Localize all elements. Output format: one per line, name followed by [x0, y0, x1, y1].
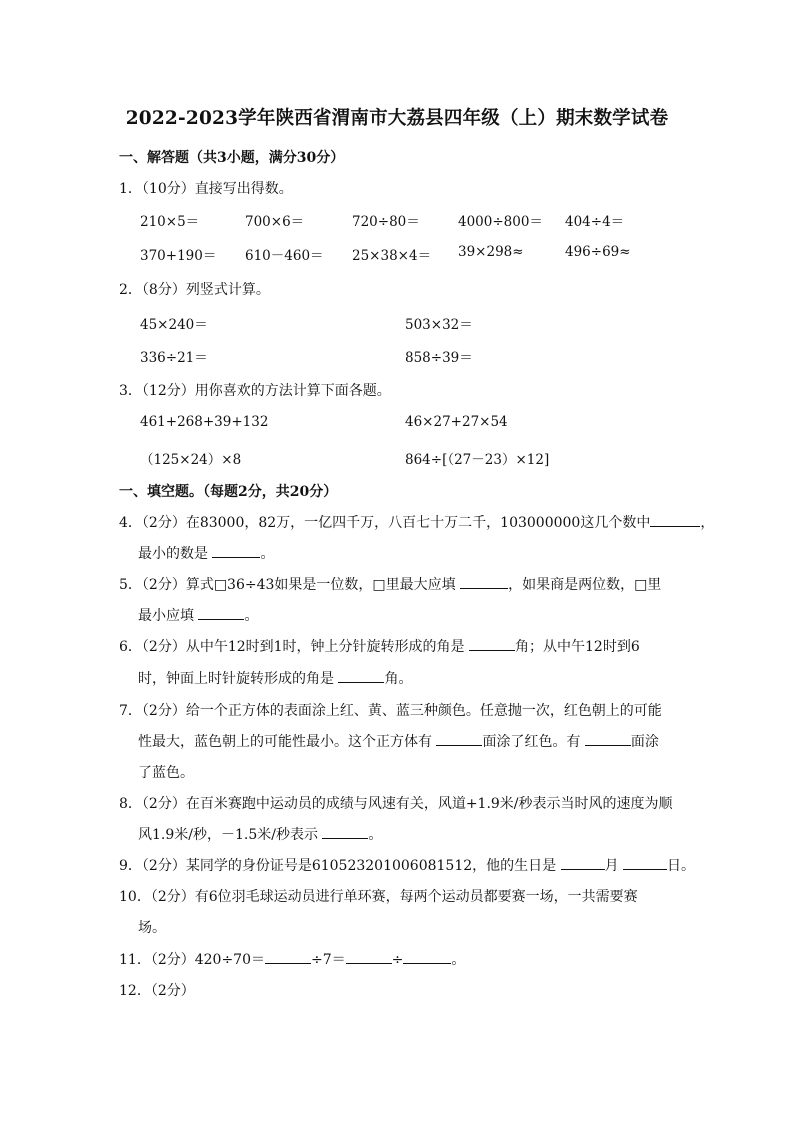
answer-blank[interactable] — [469, 636, 515, 651]
q7-text: 面涂了红色。有 — [482, 734, 585, 750]
answer-blank[interactable] — [265, 949, 311, 964]
q1-item: 370+190＝ — [140, 248, 217, 264]
section-1-title: 一、解答题（共3小题，满分30分） — [119, 150, 345, 166]
q3-item: 46×27+27×54 — [405, 414, 508, 430]
q1-item: 496÷69≈ — [565, 244, 631, 260]
q1-item: 39×298≈ — [458, 244, 524, 260]
question-2-row-1 — [0, 313, 794, 333]
question-7-line-1: 7．（2分）给一个正方体的表面涂上红、黄、蓝三种颜色。任意抛一次，红色朝上的可能 — [119, 703, 662, 719]
question-3-row-2 — [0, 448, 794, 468]
q5-text: 。 — [244, 608, 259, 624]
answer-blank[interactable] — [338, 668, 384, 683]
answer-blank[interactable] — [403, 949, 451, 964]
q11-text: 。 — [451, 952, 466, 968]
q2-item: 503×32＝ — [405, 317, 473, 333]
answer-blank[interactable] — [322, 824, 368, 839]
question-4-line-1 — [119, 512, 714, 532]
q6-text: 时，钟面上时针旋转形成的角是 — [138, 671, 339, 687]
question-1-row-1 — [0, 210, 794, 230]
q3-item: 461+268+39+132 — [140, 414, 269, 430]
q4-text: 最小的数是 — [138, 546, 213, 562]
question-10-line-2: 场。 — [138, 920, 166, 936]
q4-text: 4．（2分）在83000，82万，一亿四千万，八百七十万二千，103000000这几个数中 — [119, 515, 651, 531]
q1-item: 4000÷800＝ — [458, 214, 543, 230]
answer-blank[interactable] — [623, 855, 667, 870]
question-5-line-2 — [138, 605, 258, 625]
section-2-title: 一、填空题。（每题2分，共20分） — [119, 484, 338, 500]
q5-text: ，如果商是两位数，□里 — [508, 577, 662, 593]
answer-blank[interactable] — [346, 949, 392, 964]
q1-item: 25×38×4＝ — [352, 248, 432, 264]
q1-item: 720÷80＝ — [352, 214, 420, 230]
answer-blank[interactable] — [650, 512, 700, 527]
question-3-row-1 — [0, 414, 794, 434]
q5-text: 5．（2分）算式□36÷43如果是一位数，□里最大应填 — [119, 577, 461, 593]
q8-text: 风1.9米/秒，－1.5米/秒表示 — [138, 827, 323, 843]
q2-item: 336÷21＝ — [140, 350, 208, 366]
question-3-stem: 3．（12分）用你喜欢的方法计算下面各题。 — [119, 383, 391, 399]
answer-blank[interactable] — [212, 543, 260, 558]
q9-text: 月 — [604, 858, 624, 874]
question-7-line-3: 了蓝色。 — [138, 765, 194, 781]
answer-blank[interactable] — [436, 731, 482, 746]
question-6-line-1 — [119, 636, 640, 656]
q9-text: 9．（2分）某同学的身份证号是610523201006081512，他的生日是 — [119, 858, 561, 874]
q1-item: 700×6＝ — [245, 214, 305, 230]
answer-blank[interactable] — [460, 574, 508, 589]
question-11-line — [119, 949, 465, 969]
answer-blank[interactable] — [561, 855, 605, 870]
q9-text: 日。 — [667, 858, 696, 874]
question-1-row-2 — [0, 244, 794, 264]
q3-item: （125×24）×8 — [140, 452, 242, 468]
q4-text: ， — [700, 515, 715, 531]
question-2-row-2 — [0, 346, 794, 366]
question-5-line-1 — [119, 574, 661, 594]
question-6-line-2 — [138, 668, 412, 688]
q1-item: 610－460＝ — [245, 248, 324, 264]
question-2-stem: 2．（8分）列竖式计算。 — [119, 282, 270, 298]
q1-item: 404÷4＝ — [565, 214, 625, 230]
q11-text: ÷7＝ — [311, 952, 346, 968]
answer-blank[interactable] — [198, 605, 244, 620]
question-10-line-1: 10．（2分）有6位羽毛球运动员进行单环赛，每两个运动员都要赛一场，一共需要赛 — [119, 889, 638, 905]
q3-item: 864÷[（27－23）×12] — [405, 452, 550, 468]
q1-item: 210×5＝ — [140, 214, 200, 230]
question-9-line — [119, 855, 695, 875]
page-title: 2022-2023学年陕西省渭南市大荔县四年级（上）期末数学试卷 — [125, 108, 669, 129]
q7-text: 面涂 — [630, 734, 659, 750]
question-4-line-2 — [138, 543, 274, 563]
question-8-line-2 — [138, 824, 382, 844]
question-7-line-2 — [138, 731, 659, 751]
q11-text: 11．（2分）420÷70＝ — [119, 952, 265, 968]
q7-text: 性最大，蓝色朝上的可能性最小。这个正方体有 — [138, 734, 437, 750]
q8-text: 。 — [368, 827, 383, 843]
q4-text: 。 — [260, 546, 275, 562]
q6-text: 6．（2分）从中午12时到1时，钟上分针旋转形成的角是 — [119, 639, 469, 655]
answer-blank[interactable] — [585, 731, 631, 746]
q6-text: 角；从中午12时到6 — [515, 639, 640, 655]
q2-item: 858÷39＝ — [405, 350, 473, 366]
question-12-line: 12．（2分） — [119, 983, 195, 999]
q6-text: 角。 — [384, 671, 413, 687]
q11-text: ÷ — [391, 952, 404, 968]
question-8-line-1: 8．（2分）在百米赛跑中运动员的成绩与风速有关，风道+1.9米/秒表示当时风的速度为顺 — [119, 796, 673, 812]
question-1-stem: 1．（10分）直接写出得数。 — [119, 181, 293, 197]
q5-text: 最小应填 — [138, 608, 199, 624]
q2-item: 45×240＝ — [140, 317, 208, 333]
